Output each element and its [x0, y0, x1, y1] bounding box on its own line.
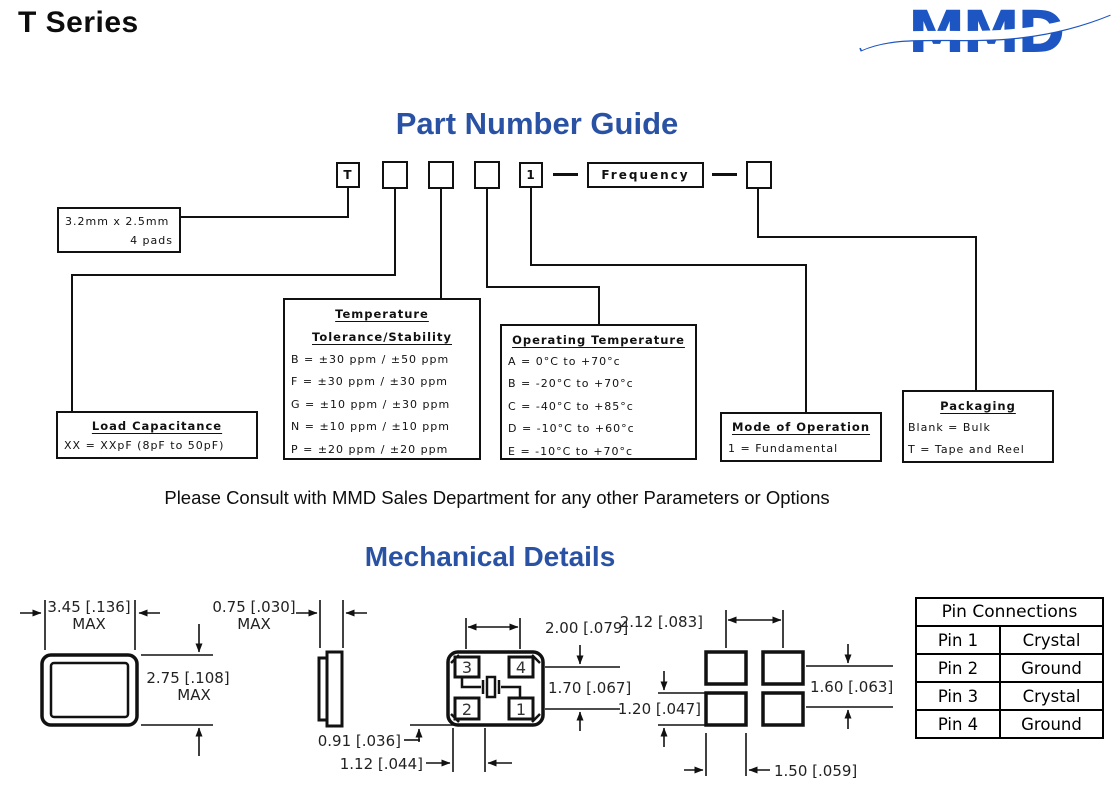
pin-cell: Pin 4 — [916, 710, 1000, 738]
dim-pad-span: 2.00 [.079] — [545, 619, 629, 637]
connector-line — [975, 236, 977, 390]
dim-pad-offset: 1.12 [.044] — [339, 755, 423, 773]
callout-title: Mode of Operation — [731, 420, 871, 434]
connector-line — [440, 188, 442, 299]
callout-line: B = -20°C to +70°c — [508, 377, 634, 391]
pin-cell: Pin 1 — [916, 626, 1000, 654]
pn-box-series: T — [336, 162, 360, 188]
mmd-logo — [858, 0, 1112, 64]
dim-body-length: 2.75 [.108] — [146, 669, 230, 687]
bottom-view-drawing — [318, 618, 632, 773]
part-number-guide-heading: Part Number Guide — [395, 106, 679, 141]
callout-title: Tolerance/Stability — [312, 330, 452, 344]
dim-pad-corner: 0.91 [.036] — [317, 732, 401, 750]
size-line: 3.2mm x 2.5mm — [65, 215, 170, 228]
pn-box-frequency: Frequency — [587, 162, 704, 188]
connector-line — [347, 187, 349, 218]
side-view-drawing — [212, 598, 367, 726]
pin-cell: Pin 2 — [916, 654, 1000, 682]
table-row — [916, 654, 1103, 682]
callout-title: Load Capacitance — [91, 419, 223, 433]
connector-line — [486, 286, 600, 288]
land-pattern-drawing — [618, 610, 894, 780]
connection-cell: Ground — [1000, 654, 1103, 682]
callout-package-size — [57, 207, 181, 253]
consult-note: Please Consult with MMD Sales Department for any other Parameters or Options — [164, 487, 830, 508]
dim-land-row-pitch: 1.60 [.063] — [810, 678, 894, 696]
callout-line: D = -10°C to +60°c — [508, 422, 635, 436]
table-row — [916, 682, 1103, 710]
pad-number-3: 3 — [461, 658, 473, 677]
pn-box-load-capacitance — [382, 161, 408, 189]
dash-separator — [553, 173, 578, 176]
callout-title: Operating Temperature — [512, 333, 685, 347]
callout-line: XX = XXpF (8pF to 50pF) — [64, 439, 225, 452]
page-title: T Series — [18, 6, 139, 39]
pn-box-tolerance — [428, 161, 454, 189]
connector-line — [530, 264, 807, 266]
dim-land-pitch: 2.12 [.083] — [619, 613, 703, 631]
dim-land-pad-height: 1.20 [.047] — [617, 700, 701, 718]
connector-line — [530, 187, 532, 266]
dash-separator — [712, 173, 737, 176]
dim-pad-row-pitch: 1.70 [.067] — [548, 679, 632, 697]
pn-box-operating-temp — [474, 161, 500, 189]
callout-line: B = ±30 ppm / ±50 ppm — [291, 353, 450, 366]
callout-temperature-tolerance — [283, 298, 481, 460]
callout-load-capacitance — [56, 411, 258, 459]
connector-line — [71, 274, 396, 276]
connector-line — [757, 236, 977, 238]
connector-line — [394, 188, 396, 276]
mechanical-details-heading: Mechanical Details — [364, 541, 616, 572]
dim-land-pad-width: 1.50 [.059] — [774, 762, 858, 780]
pin-table-title: Pin Connections — [916, 598, 1103, 626]
callout-line: Blank = Bulk — [908, 421, 991, 434]
pn-box-packaging — [746, 161, 772, 189]
callout-line: 1 = Fundamental — [728, 442, 839, 455]
connector-line — [805, 264, 807, 412]
pn-box-mode: 1 — [519, 162, 543, 188]
pad-number-4: 4 — [515, 658, 527, 677]
logo-text: MMD — [907, 0, 1063, 64]
connector-line — [598, 286, 600, 324]
callout-line: G = ±10 ppm / ±30 ppm — [291, 397, 451, 411]
callout-title: Temperature — [335, 307, 429, 321]
connector-line — [71, 274, 73, 411]
connector-line — [181, 216, 349, 218]
pin-cell: Pin 3 — [916, 682, 1000, 710]
pin-connections-table — [915, 597, 1104, 739]
dim-body-width-max: MAX — [72, 615, 106, 633]
connection-cell: Crystal — [1000, 682, 1103, 710]
callout-line: F = ±30 ppm / ±30 ppm — [291, 375, 449, 389]
callout-packaging — [902, 390, 1054, 463]
dim-body-width: 3.45 [.136] — [47, 598, 131, 616]
table-row — [916, 626, 1103, 654]
callout-line: E = -10°C to +70°c — [508, 444, 634, 458]
connection-cell: Ground — [1000, 710, 1103, 738]
connection-cell: Crystal — [1000, 626, 1103, 654]
callout-line: T = Tape and Reel — [908, 443, 1025, 456]
callout-operating-temperature — [500, 324, 697, 460]
pad-number-2: 2 — [461, 700, 473, 719]
callout-title: Packaging — [940, 399, 1016, 413]
size-line: 4 pads — [130, 234, 173, 247]
dim-body-thickness: 0.75 [.030] — [212, 598, 296, 616]
callout-line: P = ±20 ppm / ±20 ppm — [291, 442, 449, 456]
callout-line: N = ±10 ppm / ±10 ppm — [291, 420, 450, 434]
dim-body-thickness-max: MAX — [237, 615, 271, 633]
callout-mode-of-operation — [720, 412, 882, 462]
table-row — [916, 710, 1103, 738]
pad-number-1: 1 — [515, 700, 527, 719]
table-header-row — [916, 598, 1103, 626]
dim-body-length-max: MAX — [177, 686, 211, 704]
connector-line — [486, 188, 488, 288]
callout-line: A = 0°C to +70°c — [508, 355, 621, 368]
callout-line: C = -40°C to +85°c — [508, 399, 634, 413]
connector-line — [757, 188, 759, 238]
top-view-drawing — [20, 598, 230, 756]
